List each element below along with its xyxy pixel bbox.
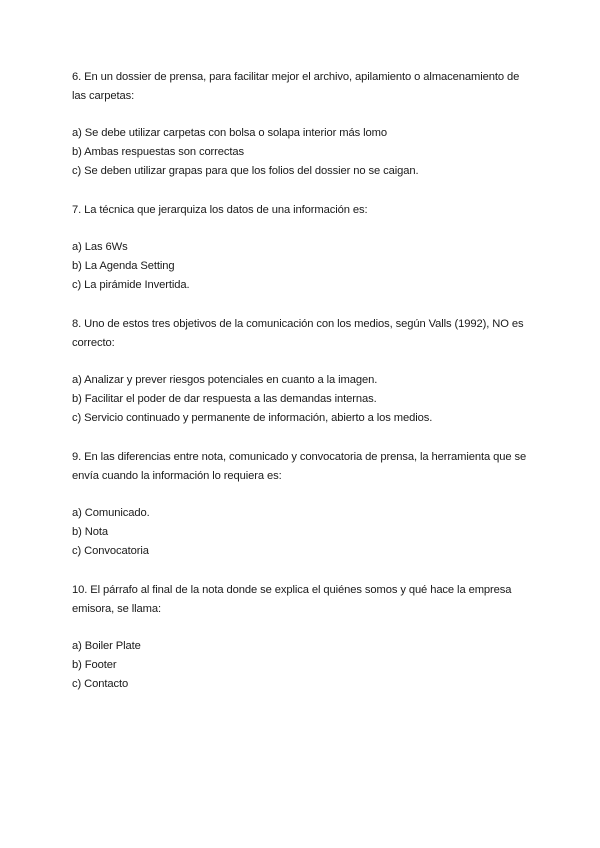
answer-option-c: c) La pirámide Invertida. xyxy=(72,279,190,291)
question-text: 10. El párrafo al final de la nota donde se explica el quiénes somos y qué hace la empresa emisora, se llama: xyxy=(72,584,512,615)
answer-option-b: b) La Agenda Setting xyxy=(72,260,175,272)
answer-options xyxy=(72,504,532,561)
question-text: 8. Uno de estos tres objetivos de la comunicación con los medios, según Valls (1992), NO es correcto: xyxy=(72,318,524,349)
question-6 xyxy=(72,68,532,181)
answer-option-b: b) Ambas respuestas son correctas xyxy=(72,146,245,158)
question-text: 7. La técnica que jerarquiza los datos de una información es: xyxy=(72,204,368,216)
answer-option-b: b) Facilitar el poder de dar respuesta a las demandas internas. xyxy=(72,393,377,405)
answer-options xyxy=(72,371,532,428)
answer-option-a: a) Las 6Ws xyxy=(72,241,128,253)
answer-option-c: c) Convocatoria xyxy=(72,545,149,557)
answer-option-c: c) Se deben utilizar grapas para que los folios del dossier no se caigan. xyxy=(72,165,419,177)
question-8 xyxy=(72,315,532,428)
answer-option-a: a) Analizar y prever riesgos potenciales en cuanto a la imagen. xyxy=(72,374,378,386)
answer-option-c: c) Contacto xyxy=(72,678,129,690)
answer-option-a: a) Comunicado. xyxy=(72,507,150,519)
answer-options xyxy=(72,637,532,694)
answer-option-b: b) Footer xyxy=(72,659,117,671)
answer-option-a: a) Boiler Plate xyxy=(72,640,141,652)
question-text: 9. En las diferencias entre nota, comunicado y convocatoria de prensa, la herramienta que se envía cuando la información lo requiera es: xyxy=(72,451,527,482)
answer-option-b: b) Nota xyxy=(72,526,108,538)
answer-option-a: a) Se debe utilizar carpetas con bolsa o solapa interior más lomo xyxy=(72,127,387,139)
answer-options xyxy=(72,238,532,295)
question-text: 6. En un dossier de prensa, para facilitar mejor el archivo, apilamiento o almacenamiento de las carpetas: xyxy=(72,71,520,102)
question-9 xyxy=(72,448,532,561)
answer-options xyxy=(72,124,532,181)
question-7 xyxy=(72,201,532,295)
question-10 xyxy=(72,581,532,694)
document-page xyxy=(72,68,532,714)
answer-option-c: c) Servicio continuado y permanente de información, abierto a los medios. xyxy=(72,412,433,424)
